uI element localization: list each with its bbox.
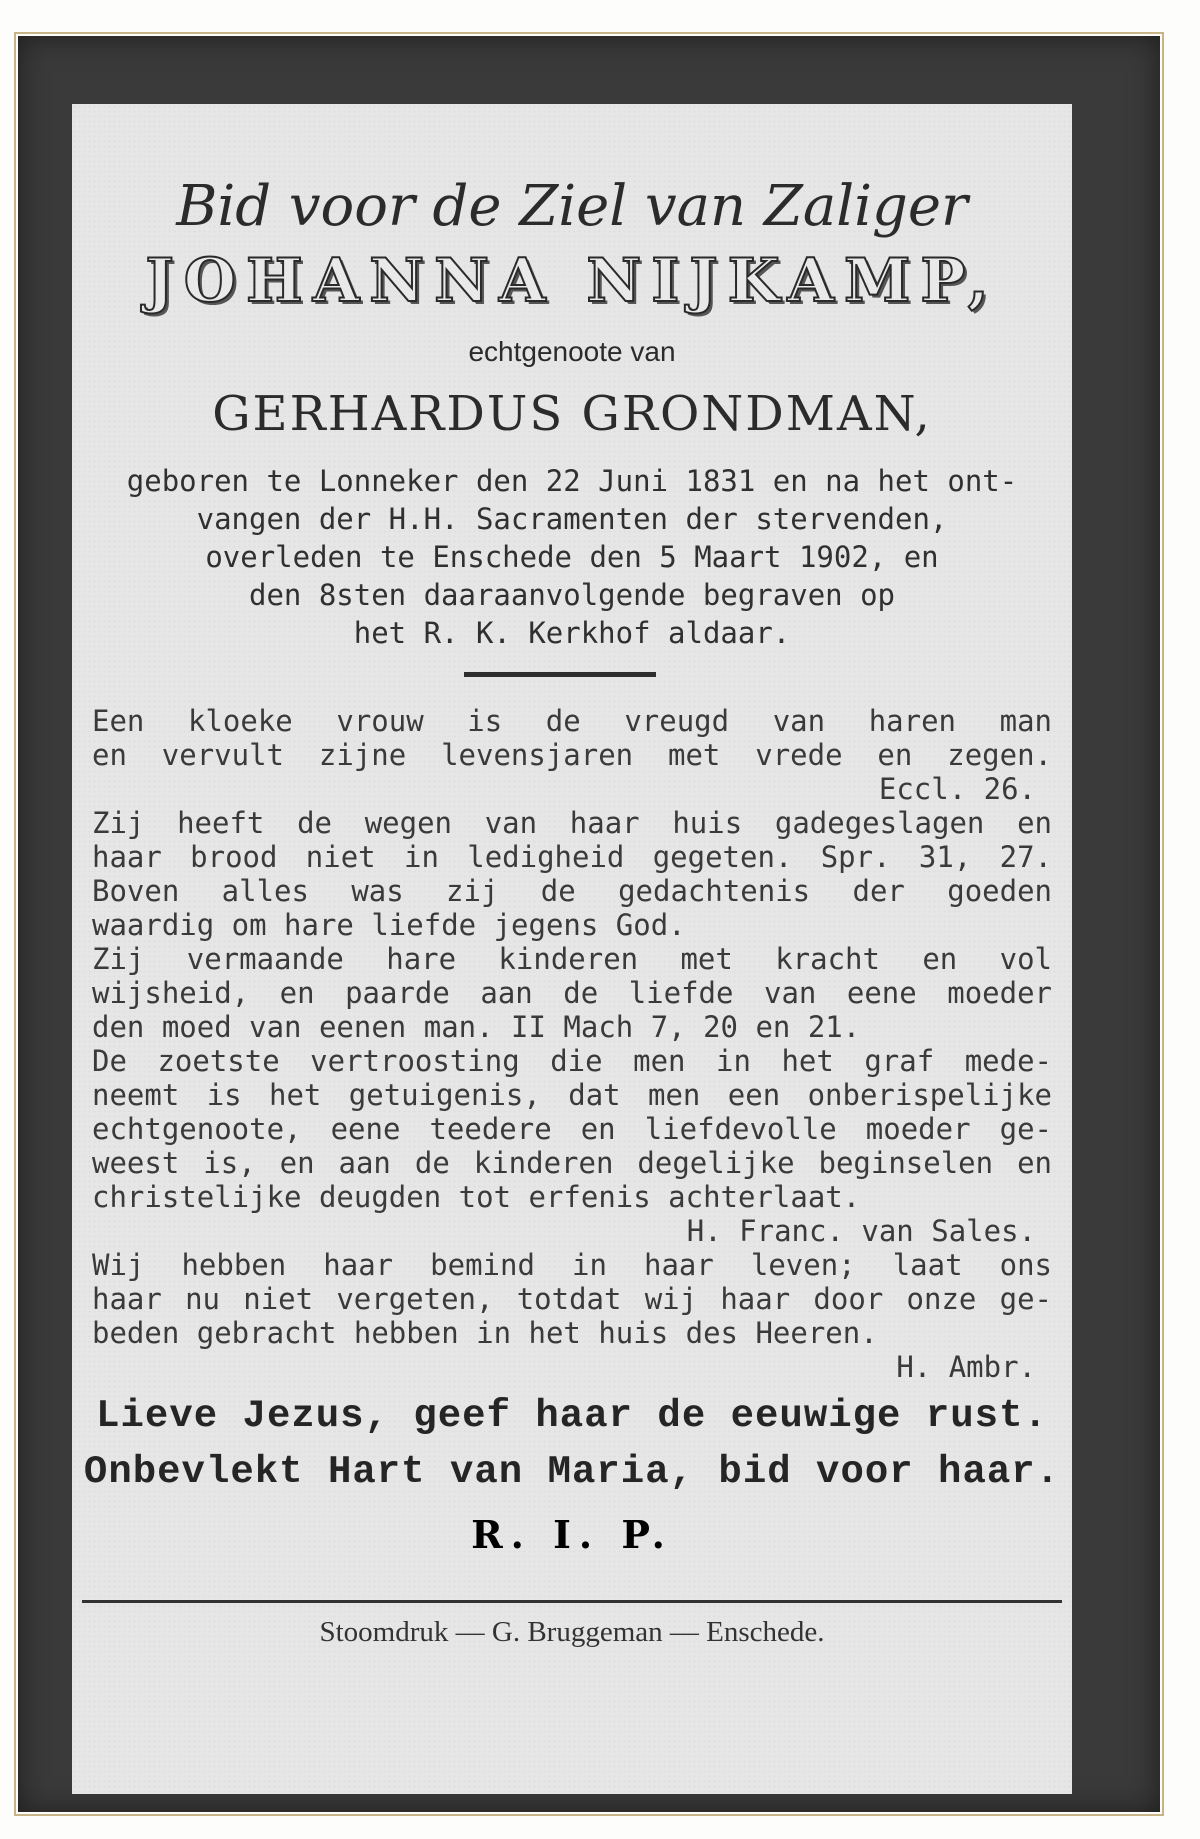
prayer-line: Lieve Jezus, geef haar de eeuwige rust.	[96, 1394, 1048, 1438]
quote-source: Eccl. 26.	[878, 772, 1036, 806]
biography-line: geboren te Lonneker den 22 Juni 1831 en na het ont-	[126, 464, 1018, 498]
quote-line: Een kloeke vrouw is de vreugd van haren man	[92, 704, 1052, 738]
quote-line: waardig om hare liefde jegens God.	[92, 908, 686, 942]
quote-line: De zoetste vertroosting die men in het graf mede-	[92, 1044, 1052, 1078]
quote-line: christelijke deugden tot erfenis achterlaat.	[92, 1180, 861, 1214]
quote-line: beden gebracht hebben in het huis des Heeren.	[92, 1316, 878, 1350]
footer-rule	[82, 1600, 1062, 1603]
quote-source: H. Ambr.	[896, 1350, 1036, 1384]
quote-line: wijsheid, en paarde aan de liefde van eene moeder	[92, 976, 1052, 1010]
quote-line: haar nu niet vergeten, totdat wij haar door onze ge-	[92, 1282, 1052, 1316]
quote-line: neemt is het getuigenis, dat men een onberispelijke	[92, 1078, 1052, 1112]
rip-line: R. I. P.	[471, 1512, 673, 1557]
printer-credit: Stoomdruk — G. Bruggeman — Enschede.	[319, 1616, 825, 1648]
quote-line: Zij heeft de wegen van haar huis gadegeslagen en	[92, 806, 1052, 840]
prayer-line: Onbevlekt Hart van Maria, bid voor haar.	[83, 1450, 1061, 1494]
deceased-name: JOHANNA NIJKAMP,	[145, 246, 999, 316]
quote-line: weest is, en aan de kinderen degelijke beginselen en	[92, 1146, 1052, 1180]
quote-line: Boven alles was zij de gedachtenis der goeden	[92, 874, 1052, 908]
card-lower-section	[72, 1394, 1072, 1794]
spouse-name: GERHARDUS GRONDMAN,	[212, 386, 932, 442]
quote-line: echtgenoote, eene teedere en liefdevolle moeder ge-	[92, 1112, 1052, 1146]
invocation-heading: Bid voor de Ziel van Zaliger	[176, 174, 968, 239]
quote-line: en vervult zijne levensjaren met vrede en zegen.	[92, 738, 1052, 772]
quote-line: den moed van eenen man. II Mach 7, 20 en 21.	[92, 1010, 861, 1044]
biography-line: het R. K. Kerkhof aldaar.	[353, 616, 791, 650]
quote-line: haar brood niet in ledigheid gegeten. Spr. 31, 27.	[92, 840, 1052, 874]
quote-source: H. Franc. van Sales.	[686, 1214, 1036, 1248]
quote-line: Zij vermaande hare kinderen met kracht en vol	[92, 942, 1052, 976]
biography-line: den 8sten daaraanvolgende begraven op	[248, 578, 895, 612]
quote-line: Wij hebben haar bemind in haar leven; laat ons	[92, 1248, 1052, 1282]
divider-rule	[464, 672, 656, 677]
biography-line: overleden te Enschede den 5 Maart 1902, en	[205, 540, 939, 574]
biography-line: vangen der H.H. Sacramenten der stervenden,	[196, 502, 948, 536]
relation-label: echtgenoote van	[468, 336, 676, 367]
